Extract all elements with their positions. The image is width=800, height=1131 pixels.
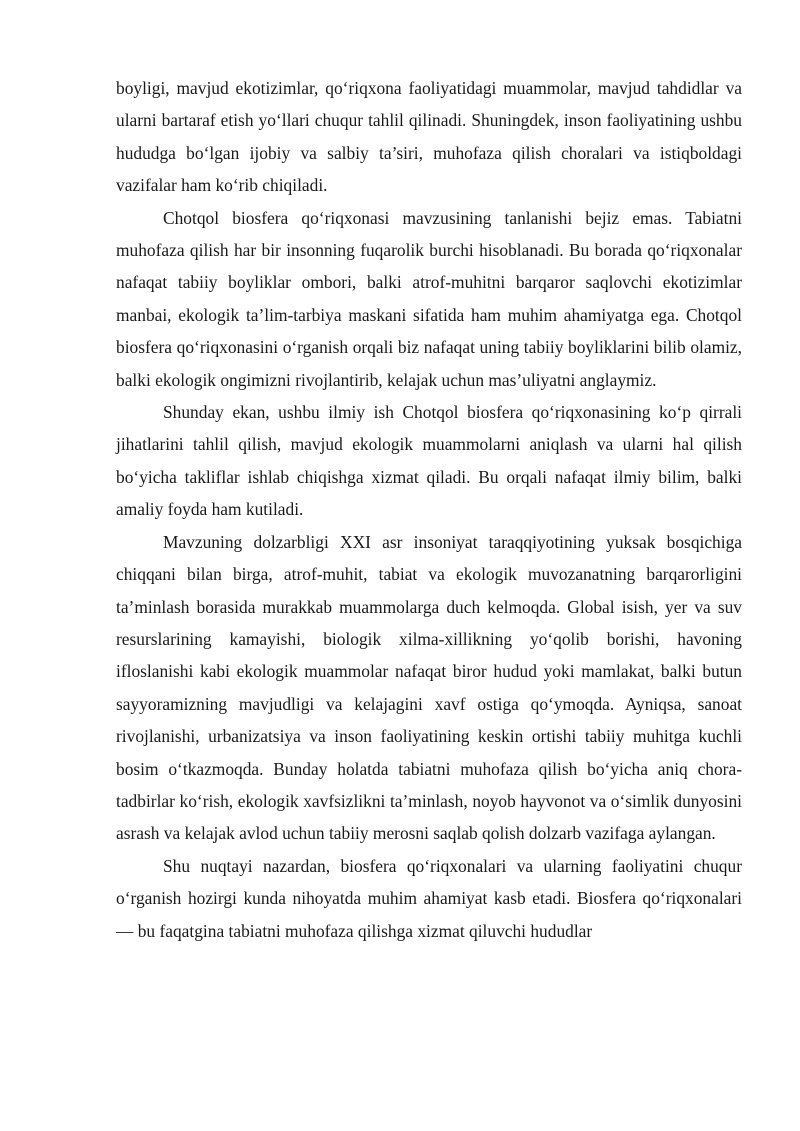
- paragraph-relevance: Mavzuning dolzarbligi XXI asr insoniyat taraqqiyotining yuksak bosqichiga chiqqani bilan birga, atrof-muhit, tabiat va ekologik muvozanatning barqarorligini ta’minlash borasida murakkab muammolarga duch kelmoqda. Global isish, yer va suv resurslarining kamayishi, biologik xilma-xillikning yo‘qolib borishi, havoning ifloslanishi kabi ekologik muammolar nafaqat biror hudud yoki mamlakat, balki butun sayyoramizning mavjudligi va kelajagini xavf ostiga qo‘ymoqda. Ayniqsa, sanoat rivojlanishi, urbanizatsiya va inson faoliyatining keskin ortishi tabiiy muhitga kuchli bosim o‘tkazmoqda. Bunday holatda tabiatni muhofaza qilish bo‘yicha aniq chora-tadbirlar ko‘rish, ekologik xavfsizlikni ta’minlash, noyob hayvonot va o‘simlik dunyosini asrash va kelajak avlod uchun tabiiy merosni saqlab qolish dolzarb vazifaga aylangan.: [116, 531, 742, 844]
- paragraph-research-purpose: Shunday ekan, ushbu ilmiy ish Chotqol biosfera qo‘riqxonasining ko‘p qirrali jihatlarini tahlil qilish, mavjud ekologik muammolarni aniqlash va ularni hal qilish bo‘yicha takliflar ishlab chiqishga xizmat qiladi. Bu orqali nafaqat ilmiy bilim, balki amaliy foyda ham kutiladi.: [116, 402, 742, 520]
- paragraph-continuation: boyligi, mavjud ekotizimlar, qo‘riqxona faoliyatidagi muammolar, mavjud tahdidlar va ularni bartaraf etish yo‘llari chuqur tahlil qilinadi. Shuningdek, inson faoliyatining ushbu hududga bo‘lgan ijobiy va salbiy ta’siri, muhofaza qilish choralari va istiqboldagi vazifalar ham ko‘rib chiqiladi.: [116, 78, 742, 196]
- paragraph-topic-choice: Chotqol biosfera qo‘riqxonasi mavzusining tanlanishi bejiz emas. Tabiatni muhofaza qilish har bir insonning fuqarolik burchi hisoblanadi. Bu borada qo‘riqxonalar nafaqat tabiiy boyliklar ombori, balki atrof-muhitni barqaror saqlovchi ekotizimlar manbai, ekologik ta’lim-tarbiya maskani sifatida ham muhim ahamiyatga ega. Chotqol biosfera qo‘riqxonasini o‘rganish orqali biz nafaqat uning tabiiy boyliklarini bilib olamiz, balki ekologik ongimizni rivojlantirib, kelajak uchun mas’uliyatni anglaymiz.: [116, 207, 742, 390]
- paragraph-biosphere-reserves: Shu nuqtayi nazardan, biosfera qo‘riqxonalari va ularning faoliyatini chuqur o‘rganish hozirgi kunda nihoyatda muhim ahamiyat kasb etadi. Biosfera qo‘riqxonalari — bu faqatgina tabiatni muhofaza qilishga xizmat qiluvchi hududlar: [116, 855, 742, 941]
- body-text: [116, 72, 742, 947]
